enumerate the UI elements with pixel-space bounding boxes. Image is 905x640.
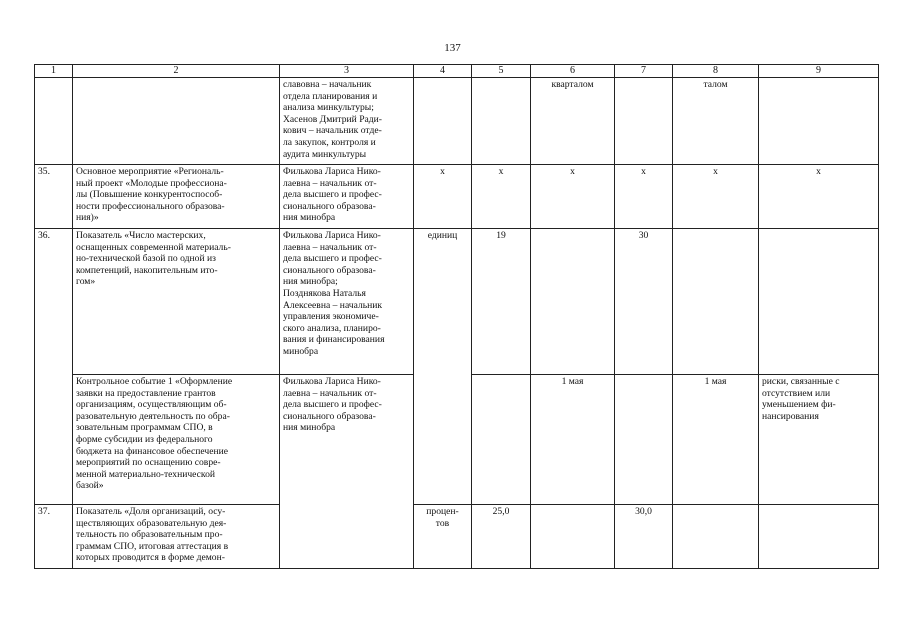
plan-table (34, 64, 879, 569)
table-row-35 (35, 165, 879, 229)
page-number: 137 (444, 42, 461, 54)
cell-col7: 30,0 (615, 505, 673, 569)
cell-col5: 19 (472, 229, 531, 375)
column-header-9: 9 (759, 65, 879, 78)
cell-responsible: Филькова Лариса Нико- лаевна – начальник от- дела высшего и профес- сионального образова- ния минобра (280, 375, 414, 569)
row-number: 35. (35, 165, 73, 229)
column-header-1: 1 (35, 65, 73, 78)
cell-name: Показатель «Число мастерских, оснащенных современной материаль- но-технической базой по одной из компетенций, накопительным ито- гом» (73, 229, 280, 375)
column-header-3: 3 (280, 65, 414, 78)
cell-col8: x (673, 165, 759, 229)
cell-col6 (531, 505, 615, 569)
cell-col6: 1 мая (531, 375, 615, 505)
cell-col8 (673, 505, 759, 569)
column-header-4: 4 (414, 65, 472, 78)
cell-col9 (759, 505, 879, 569)
cell-col9 (759, 229, 879, 375)
column-header-8: 8 (673, 65, 759, 78)
cell-name: Основное мероприятие «Региональ- ный проект «Молодые профессиона- лы (Повышение конкурентоспособ- ности профессионального образова- ния)» (73, 165, 280, 229)
cell-col6: кварталом (531, 78, 615, 165)
column-header-row (35, 65, 879, 78)
cell-col9 (759, 78, 879, 165)
cell-col7: x (615, 165, 673, 229)
table-row-36 (35, 229, 879, 375)
cell-unit: единиц (414, 229, 472, 505)
cell-col5: 25,0 (472, 505, 531, 569)
row-number: 37. (35, 505, 73, 569)
row-number: 36. (35, 229, 73, 505)
cell-col5 (472, 78, 531, 165)
cell-num (35, 78, 73, 165)
cell-responsible: Филькова Лариса Нико- лаевна – начальник от- дела высшего и профес- сионального образова- ния минобра; Позднякова Наталья Алексеевна – начальник управления экономиче- ского анализа, планиро- вания и финансирования минобра (280, 229, 414, 375)
cell-col6 (531, 229, 615, 375)
table-row-37 (35, 505, 879, 569)
cell-col9: x (759, 165, 879, 229)
cell-name: Показатель «Доля организаций, осу- ществляющих образовательную дея- тельность по образовательным про- граммам СПО, итоговая аттестация в которых проводится в форме демон- (73, 505, 280, 569)
cell-name (73, 78, 280, 165)
column-header-6: 6 (531, 65, 615, 78)
cell-unit: процен- тов (414, 505, 472, 569)
cell-col9: риски, связанные с отсутствием или уменьшением фи- нансирования (759, 375, 879, 505)
cell-col5: x (472, 165, 531, 229)
table-row-continuation (35, 78, 879, 165)
cell-name: Контрольное событие 1 «Оформление заявки на предоставление грантов организациям, осуществляющим об- разовательную деятельность по обра- зовательным программам СПО, в форме субсидии из федерального бюджета на финансовое обеспечение мероприятий по оснащению совре- менной материально-технической базой» (73, 375, 280, 505)
column-header-7: 7 (615, 65, 673, 78)
cell-col7 (615, 78, 673, 165)
cell-col5 (472, 375, 531, 505)
cell-col6: x (531, 165, 615, 229)
cell-unit: x (414, 165, 472, 229)
cell-col7 (615, 375, 673, 505)
column-header-5: 5 (472, 65, 531, 78)
cell-col8: талом (673, 78, 759, 165)
column-header-2: 2 (73, 65, 280, 78)
cell-unit (414, 78, 472, 165)
cell-col8: 1 мая (673, 375, 759, 505)
cell-responsible: Филькова Лариса Нико- лаевна – начальник от- дела высшего и профес- сионального образова- ния минобра (280, 165, 414, 229)
cell-responsible: славовна – начальник отдела планирования и анализа минкультуры; Хасенов Дмитрий Ради- кович – начальник отде- ла закупок, контроля и аудита минкультуры (280, 78, 414, 165)
cell-col8 (673, 229, 759, 375)
cell-col7: 30 (615, 229, 673, 375)
